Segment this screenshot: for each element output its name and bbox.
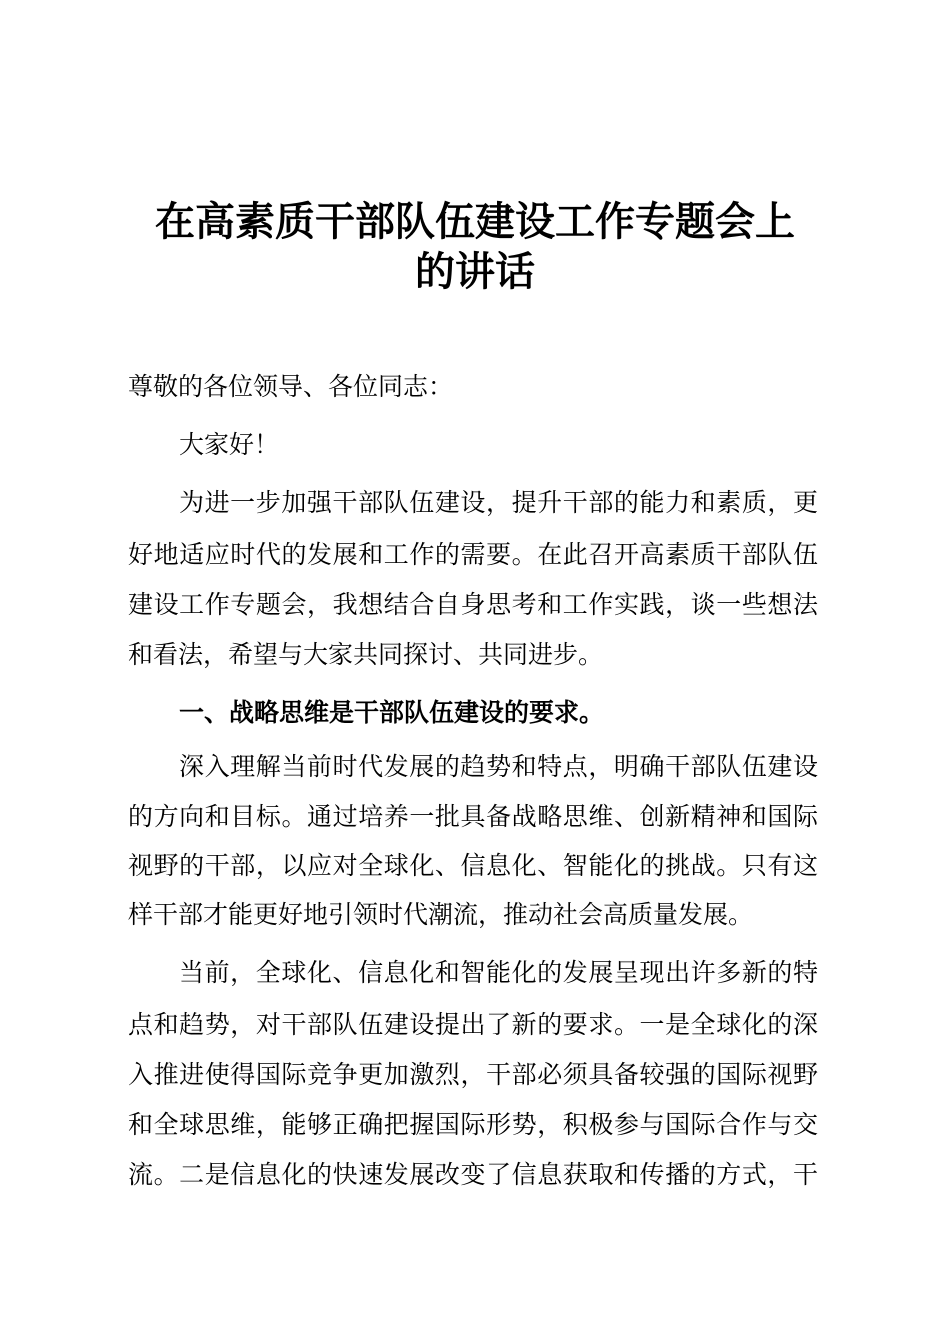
paragraph-2-line: 的方向和目标。通过培养一批具备战略思维、创新精神和国际 bbox=[128, 802, 818, 831]
paragraph-3-line: 和全球思维，能够正确把握国际形势，积极参与国际合作与交 bbox=[128, 1110, 818, 1139]
paragraph-3-line: 入推进使得国际竞争更加激烈，干部必须具备较强的国际视野 bbox=[128, 1060, 818, 1089]
paragraph-2-line: 深入理解当前时代发展的趋势和特点，明确干部队伍建设 bbox=[179, 752, 818, 781]
document-title-line-1: 在高素质干部队伍建设工作专题会上 bbox=[155, 199, 795, 245]
paragraph-3-line: 点和趋势，对干部队伍建设提出了新的要求。一是全球化的深 bbox=[128, 1010, 818, 1039]
paragraph-2-line: 样干部才能更好地引领时代潮流，推动社会高质量发展。 bbox=[128, 900, 754, 929]
paragraph-1-line: 好地适应时代的发展和工作的需要。在此召开高素质干部队伍 bbox=[128, 540, 818, 569]
paragraph-1-line: 和看法，希望与大家共同探讨、共同进步。 bbox=[128, 640, 604, 669]
paragraph-1-line: 建设工作专题会，我想结合自身思考和工作实践，谈一些想法 bbox=[128, 590, 818, 619]
paragraph-3-line: 流。二是信息化的快速发展改变了信息获取和传播的方式，干 bbox=[128, 1160, 818, 1189]
paragraph-2-line: 视野的干部，以应对全球化、信息化、智能化的挑战。只有这 bbox=[128, 851, 818, 880]
salutation: 尊敬的各位领导、各位同志： bbox=[128, 372, 454, 401]
paragraph-1-line: 为进一步加强干部队伍建设，提升干部的能力和素质，更 bbox=[179, 488, 818, 517]
section-heading-1: 一、战略思维是干部队伍建设的要求。 bbox=[179, 698, 605, 727]
paragraph-3-line: 当前，全球化、信息化和智能化的发展呈现出许多新的特 bbox=[179, 958, 818, 987]
greeting: 大家好！ bbox=[179, 430, 280, 459]
document-title-line-2: 的讲话 bbox=[415, 249, 535, 295]
